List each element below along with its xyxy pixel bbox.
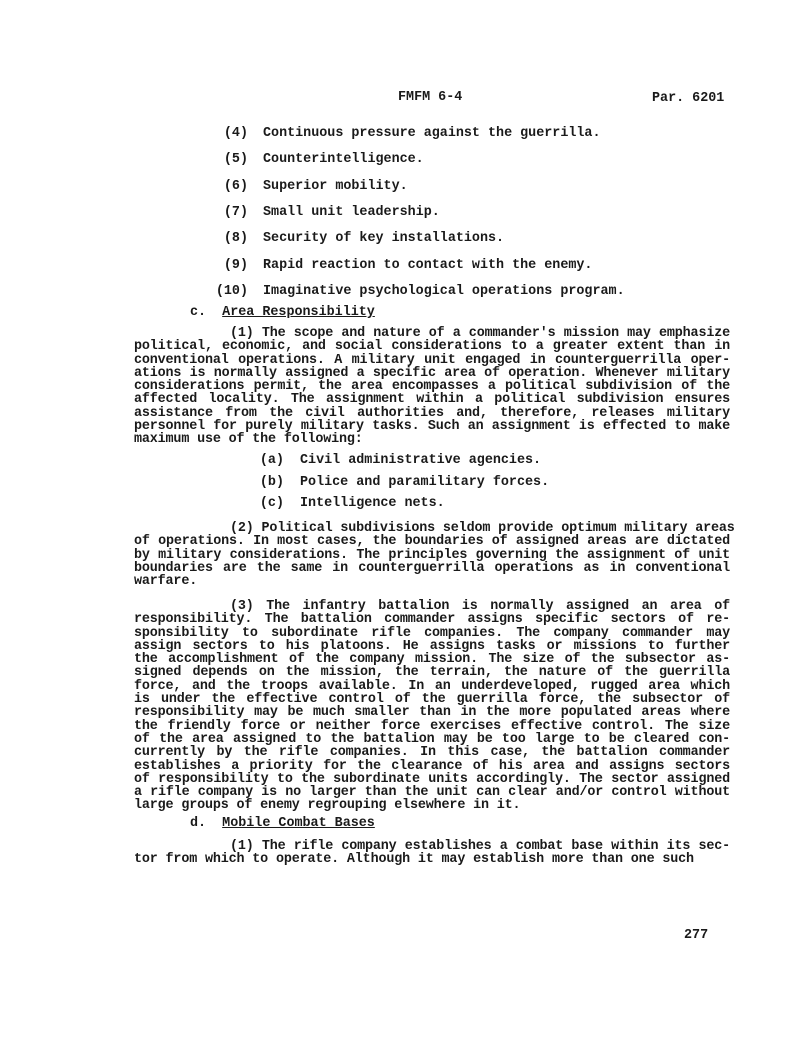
- section-d-title: Mobile Combat Bases: [222, 816, 375, 831]
- header-publication: FMFM 6-4: [398, 90, 463, 105]
- paragraph-line: sponsibility to subordinate rifle companies. The company commander may: [134, 625, 730, 641]
- paragraph-line: maximum use of the following:: [134, 432, 363, 448]
- paragraph-line: of responsibility to the subordinate units accordingly. The sector assigned: [134, 771, 730, 787]
- list-b-text: Counterintelligence.: [263, 152, 424, 168]
- section-c-title: Area Responsibility: [222, 305, 375, 320]
- section-c-letter: c.: [190, 305, 207, 320]
- paragraph-line: boundaries are the same in counterguerrilla operations as in conventional: [134, 560, 730, 576]
- paragraph-line: the accomplishment of the company mission. The size of the subsector as-: [134, 652, 730, 668]
- list-b-number: (8): [223, 231, 248, 247]
- paragraph-line: assign sectors to his platoons. He assigns tasks or missions to further: [134, 638, 730, 654]
- paragraph-line: (3) The infantry battalion is normally assigned an area of: [230, 599, 730, 614]
- list-b-number: (5): [223, 152, 248, 168]
- paragraph-line: the friendly force or neither force exercises effective control. The size: [134, 718, 730, 734]
- paragraph-line: ations is normally assigned a specific area of operation. Whenever military: [134, 365, 730, 381]
- section-d-letter: d.: [190, 816, 207, 831]
- paragraph-line: of operations. In most cases, the boundaries of assigned areas are dictated: [134, 534, 730, 550]
- paragraph-line: establishes a priority for the clearance of his area and assigns sectors: [134, 758, 730, 774]
- list-c1-text: Police and paramilitary forces.: [300, 474, 550, 490]
- paragraph-line: force, and the troops available. In an underdeveloped, rugged area which: [134, 678, 730, 694]
- paragraph-line: tor from which to operate. Although it may establish more than one such: [134, 852, 694, 868]
- paragraph-d1: [134, 840, 730, 867]
- list-b-number: (4): [223, 126, 248, 141]
- list-c1-number: (c): [259, 496, 284, 511]
- list-b-text: Security of key installations.: [263, 231, 505, 247]
- list-c1-text: Intelligence nets.: [300, 496, 445, 511]
- paragraph-line: warfare.: [134, 574, 198, 590]
- paragraph-line: is under the effective control of the guerrilla force, the subsector of: [134, 692, 730, 708]
- paragraph-line: political, economic, and social considerations to a greater extent than in: [134, 339, 730, 355]
- section-c-heading: [190, 305, 375, 320]
- list-b-number: (7): [223, 204, 248, 220]
- list-c1-number: (a): [259, 453, 284, 468]
- paragraph-line: affected locality. The assignment within a political subdivision ensures: [134, 392, 730, 408]
- paragraph-c1: [134, 327, 730, 447]
- paragraph-line: responsibility may be much smaller than in the more populated areas where: [134, 705, 730, 721]
- list-c1-text: Civil administrative agencies.: [300, 453, 542, 468]
- paragraph-line: responsibility. The battalion commander assigns specific sectors of re-: [134, 612, 730, 628]
- list-b-number: (6): [223, 178, 248, 194]
- paragraph-line: assistance from the civil authorities and, therefore, releases military: [134, 405, 730, 421]
- list-b-text: Rapid reaction to contact with the enemy.: [263, 257, 593, 273]
- paragraph-line: of the area assigned to the battalion may be too large to be cleared con-: [134, 731, 730, 747]
- paragraph-line: signed depends on the mission, the terrain, the nature of the guerrilla: [134, 665, 730, 681]
- paragraph-line: (1) The rifle company establishes a combat base within its sec-: [230, 839, 730, 854]
- list-b-number: (10): [215, 283, 248, 299]
- list-b-text: Small unit leadership.: [263, 204, 440, 220]
- paragraph-line: large groups of enemy regrouping elsewhere in it.: [134, 798, 521, 814]
- paragraph-line: currently by the rifle companies. In this case, the battalion commander: [134, 745, 730, 761]
- paragraph-line: by military considerations. The principles governing the assignment of unit: [134, 547, 730, 563]
- header-paragraph-ref: Par. 6201: [652, 91, 725, 106]
- list-b-text: Superior mobility.: [263, 178, 408, 194]
- paragraph-c2: [134, 521, 735, 590]
- paragraph-line: conventional operations. A military unit engaged in counterguerrilla oper-: [134, 352, 730, 368]
- list-b-number: (9): [223, 257, 248, 273]
- paragraph-line: (2) Political subdivisions seldom provide optimum military areas: [230, 521, 735, 536]
- list-b-text: Continuous pressure against the guerrilla.: [263, 126, 601, 141]
- list-c1-number: (b): [259, 474, 284, 490]
- paragraph-line: (1) The scope and nature of a commander's mission may emphasize: [230, 326, 730, 341]
- paragraph-line: considerations permit, the area encompasses a political subdivision of the: [134, 379, 730, 395]
- paragraph-c3: [134, 600, 730, 813]
- section-d-heading: [190, 816, 375, 831]
- page-number: 277: [684, 928, 709, 943]
- paragraph-line: personnel for purely military tasks. Such an assignment is effected to make: [134, 419, 730, 435]
- paragraph-line: a rifle company is no larger than the unit can clear and/or control without: [134, 785, 730, 801]
- list-b-text: Imaginative psychological operations program.: [263, 283, 625, 299]
